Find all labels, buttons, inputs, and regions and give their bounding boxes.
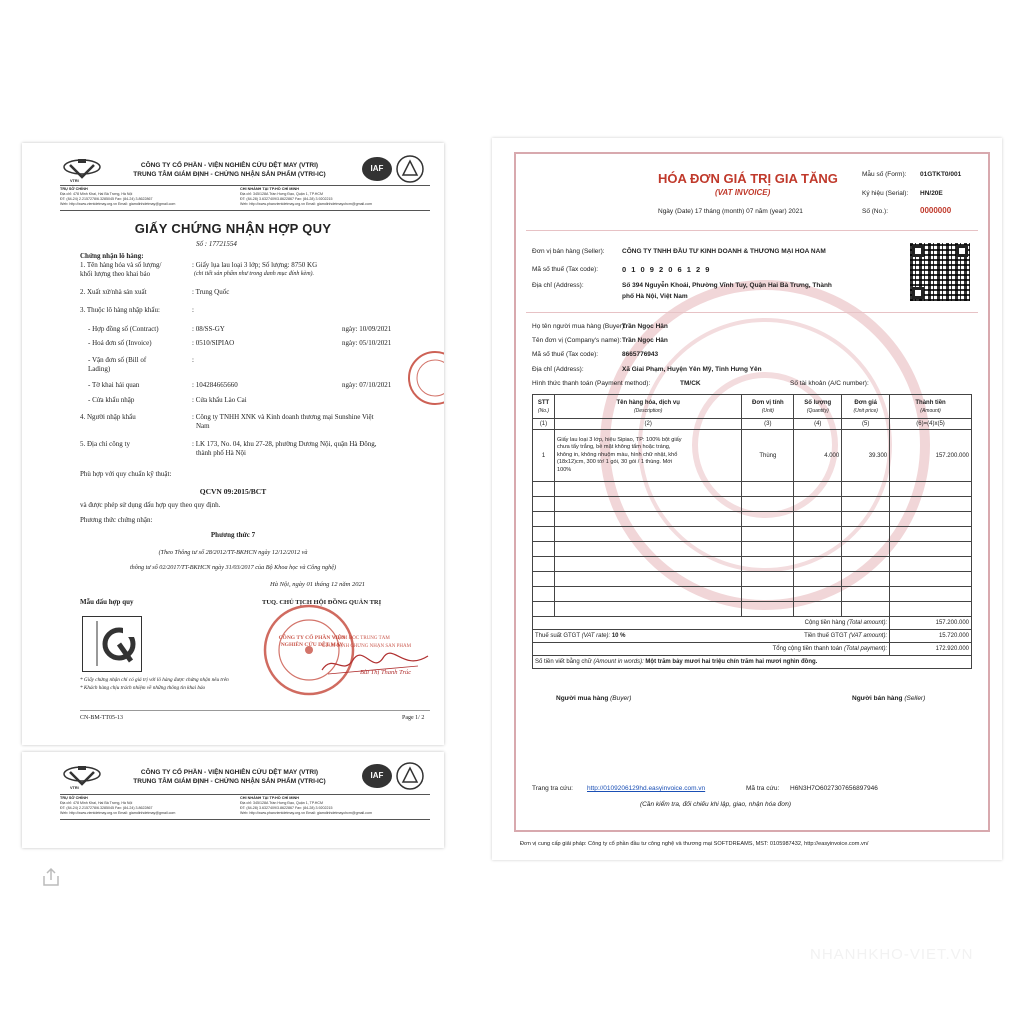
standard-code: QCVN 09:2015/BCT: [199, 487, 267, 496]
table-row: [533, 527, 972, 542]
issue-date: Hà Nội, ngày 01 tháng 12 năm 2021: [270, 581, 365, 588]
invoice-title: HÓA ĐƠN GIÁ TRỊ GIA TĂNG: [658, 171, 838, 186]
lookup-code: H6N3H7O6027307656897946: [790, 785, 878, 792]
number-value: 0000000: [920, 206, 952, 215]
site-watermark: NHANHKHO-VIET.VN: [810, 946, 974, 963]
signer-role1: GIÁM ĐỐC TRUNG TÂM: [334, 636, 390, 641]
iaf-logo-icon: IAF: [362, 764, 392, 788]
seller-signature-label: Người bán hàng (Seller): [852, 695, 926, 702]
note-1: * Giấy chứng nhận chỉ có giá trị với lô hàng được chứng nhận nêu trên: [80, 677, 229, 683]
certificate-page: VTRI CÔNG TY CỔ PHẦN - VIỆN NGHIÊN CỨU DỆT MAY (VTRI) TRUNG TÂM GIÁM ĐỊNH - CHỨNG NHẬN SẢN PHẨM (VTRI-IC) IAF TRỤ SỞ CHÍNH Địa chỉ: 478 Minh Khai, Hai Bà Trưng, Hà Nội ĐT: (84-24) 2.2157278/6.3285045 Fax: (84-24) 3.8622867 Web: http://www.vientdetmay.org.vn Email: giamdinhdetmay@gmail.com CHI NHÁNH TẠI TP.HỒ CHÍ MINH Địa chỉ: 345/128A Trần Hưng Đạo, Quận 1, TP.HCM ĐT: (84-28) 3.6327409/3.8622867 Fax: (84-28) 3.9202215 Web: http://www.phanvientdetmay.org.vn Email: giamdinhdetmaychcm@gmail.com GIẤY CHỨNG NHẬN HỢP QUY Số : 17721554 Chứng nhận lô hàng: 1. Tên hàng hóa và số lượng/ : Giấy lụa lau loại 3 lớp; Số lượng: 8750 KG khối lượng theo khai báo (chi tiết sản phẩm như trong danh mục đính kèm). 2. Xuất xứ/nhà sản xuất : Trung Quốc 3. Thuộc lô hàng nhập khẩu: : - Hợp đồng số (Contract) : 08/SS-GY ngày: 10/09/2021 - Hoá đơn số (Invoice) : 0510/SIPIAO ngày: 05/10/2021 - Vận đơn số (Bill of : Lading) - Tờ khai hải quan : 104284665660 ngày: 07/10/2021 - Cửa khẩu nhập : Cửa khẩu Lào Cai 4. Người nhập khẩu : Công ty TNHH XNK và Kinh doanh thương mại Sunshine Việt Nam 5. Địa chỉ công ty : LK 173, No. 04, khu 27-28, phường Dương Nội, quận Hà Đông, thành phố Hà Nội Phù hợp với quy chuẩn kỹ thuật: QCVN 09:2015/BCT và được phép sử dụng dấu hợp quy theo quy định. Phương thức chứng nhận: Phương thức 7 (Theo Thông tư số 28/2012/TT-BKHCN ngày 12/12/2012 và thông tư số 02/2017/TT-BKHCN ngày 31/03/2017 của Bộ Khoa học và Công nghệ) Hà Nội, ngày 01 tháng 12 năm 2021 Mẫu dấu hợp quy TUQ. CHỦ TỊCH HỘI ĐỒNG QUẢN TRỊ CÔNG TY CỔ PHẦN VIỆN NGHIÊN CỨU DỆT MAY GIÁM ĐỐC TRUNG TÂM GIÁM ĐỊNH CHỨNG NHẬN SẢN PHẨM Bùi Thị Thanh Trúc * Giấy chứng nhận chỉ có giá trị với lô hàng được chứng nhận nêu trên * Khách hàng chịu trách nhiệm về những thông tin khai báo CN-BM-TT05-13 Page 1/ 2: [22, 143, 444, 745]
lookup-link[interactable]: http://0109206129hd.easyinvoice.com.vn: [587, 785, 706, 792]
table-index-row: (1) (2) (3) (4) (5) (6)=(4)x(5): [533, 419, 972, 430]
mark-label: Mẫu dấu hợp quy: [80, 598, 134, 606]
certificate-title: GIẤY CHỨNG NHẬN HỢP QUY: [134, 221, 332, 236]
invoice-subtitle: (VAT INVOICE): [715, 188, 771, 197]
amount-words-row: Số tiền viết bằng chữ (Amount in words): Một trăm bảy mươi hai triệu chín trăm hai mươi nghìn đồng.: [533, 656, 972, 669]
signer-role2: GIÁM ĐỊNH CHỨNG NHẬN SẢN PHẨM: [322, 644, 412, 649]
note-2: * Khách hàng chịu trách nhiệm về những thông tin khai báo: [80, 685, 206, 691]
accreditation-logo-icon: [395, 154, 425, 184]
logo-label: VTRI: [70, 786, 79, 790]
buyer-signature-label: Người mua hàng (Buyer): [556, 695, 632, 702]
table-row: [533, 482, 972, 497]
invoice-date: Ngày (Date) 17 tháng (month) 07 năm (year) 2021: [658, 208, 803, 215]
share-icon[interactable]: [40, 866, 62, 888]
section-heading: Chứng nhận lô hàng:: [80, 252, 144, 260]
vtri-logo-icon: [62, 155, 102, 185]
certificate-number: Số : 17721554: [196, 240, 237, 248]
lookup-code-label: Mã tra cứu:: [746, 785, 780, 792]
circular-line1: (Theo Thông tư số 28/2012/TT-BKHCN ngày 12/12/2012 và: [158, 549, 308, 556]
table-row: [533, 512, 972, 527]
payment-total-row: Tổng cộng tiền thanh toán (Total payment): 172.920.000: [533, 643, 972, 656]
table-row: [533, 572, 972, 587]
iaf-logo-icon: IAF: [362, 157, 392, 181]
check-note: (Cần kiểm tra, đối chiếu khi lập, giao, nhận hóa đơn): [640, 801, 791, 808]
stamp-text: CÔNG TY CỔ PHẦN VIỆN NGHIÊN CỨU DỆT MAY: [278, 635, 346, 648]
red-seal-stamp-icon: [405, 348, 444, 408]
method-name: Phương thức 7: [210, 531, 256, 539]
vat-row: Thuế suất GTGT (VAT rate): 10 % Tiền thuế GTGT (VAT amount): 15.720.000: [533, 630, 972, 643]
page-number: Page 1/ 2: [402, 715, 425, 721]
table-row: [533, 602, 972, 617]
table-row: [533, 497, 972, 512]
invoice-items-table: [532, 394, 972, 669]
table-row: 1 Giấy lau loại 3 lớp, hiệu Sipiao, TP: 100% bột giấy chưa tẩy trắng, bề mặt không tẩm hoặc tráng, không in, không nhuộm màu, hình chữ nhật, khổ (18x12)cm, 300 tờ/ 1 gói, 30 gói / 1 thùng. Mới 100% Thùng 4.000 39.300 157.200.000: [533, 430, 972, 482]
org-name: CÔNG TY CỔ PHẦN - VIỆN NGHIÊN CỨU DỆT MAY (VTRI) TRUNG TÂM GIÁM ĐỊNH - CHỨNG NHẬN SẢN PHẨM (VTRI-IC): [133, 769, 326, 785]
form-value: 01GTKT0/001: [920, 171, 962, 178]
branch-info: CHI NHÁNH TẠI TP.HỒ CHÍ MINH Địa chỉ: 345/128A Trần Hưng Đạo, Quận 1, TP.HCM ĐT: (84-28) 3.6327409/3.8622867 Fax: (84-28) 3.9202215 Web: http://www.phanvientdetmay.org.vn Email: giamdinhdetmaychcm@gmail.com: [240, 796, 372, 815]
table-header-row: STT (No.) Tên hàng hóa, dịch vụ (Description) Đơn vị tính (Unit) Số lượng (Quantity) Đơn giá (Unit price) Thành tiền (Amount): [533, 395, 972, 419]
qr-code-icon[interactable]: [910, 243, 970, 301]
method-intro: Phương thức chứng nhận:: [80, 516, 153, 524]
table-row: [533, 557, 972, 572]
footer-code: CN-BM-TT05-13: [80, 715, 123, 721]
serial-value: HN/20E: [920, 190, 943, 197]
hq-info: TRỤ SỞ CHÍNH Địa chỉ: 478 Minh Khai, Hai Bà Trưng, Hà Nội ĐT: (84-24) 2.2157278/6.3285045 Fax: (84-24) 3.8622867 Web: http://www.vientdetmay.org.vn Email: giamdinhdetmay@gmail.com: [60, 187, 176, 206]
accreditation-logo-icon: [395, 761, 425, 791]
signer-title: TUQ. CHỦ TỊCH HỘI ĐỒNG QUẢN TRỊ: [262, 599, 382, 606]
number-label: Số (No.):: [862, 208, 889, 215]
table-row: [533, 542, 972, 557]
serial-label: Ký hiệu (Serial):: [862, 190, 909, 197]
conform-intro: Phù hợp với quy chuẩn kỹ thuật:: [80, 470, 172, 478]
signature-name: Bùi Thị Thanh Trúc: [360, 669, 412, 676]
hq-info: TRỤ SỞ CHÍNH Địa chỉ: 478 Minh Khai, Hai Bà Trưng, Hà Nội ĐT: (84-24) 2.2157278/6.3285045 Fax: (84-24) 3.8622867 Web: http://www.vientdetmay.org.vn Email: giamdinhdetmay@gmail.com: [60, 796, 176, 815]
vtri-logo-icon: [62, 762, 102, 792]
certificate-page-2-header: [22, 752, 444, 848]
cr-conformity-mark-icon: [82, 616, 142, 672]
org-name: CÔNG TY CỔ PHẦN - VIỆN NGHIÊN CỨU DỆT MAY (VTRI) TRUNG TÂM GIÁM ĐỊNH - CHỨNG NHẬN SẢN PHẨM (VTRI-IC): [133, 162, 326, 178]
table-row: [533, 587, 972, 602]
permit-text: và được phép sử dụng dấu hợp quy theo quy định.: [80, 501, 221, 509]
total-row: Cộng tiền hàng (Total amount): 157.200.000: [533, 617, 972, 630]
provider-note: Đơn vị cung cấp giải pháp: Công ty cổ phần đầu tư công nghệ và thương mại SOFTDREAMS, MST: 0105987432, http://easyinvoice.com.vn/: [520, 841, 869, 847]
form-label: Mẫu số (Form):: [862, 171, 907, 178]
branch-info: CHI NHÁNH TẠI TP.HỒ CHÍ MINH Địa chỉ: 345/128A Trần Hưng Đạo, Quận 1, TP.HCM ĐT: (84-28) 3.6327409/3.8622867 Fax: (84-28) 3.9202215 Web: http://www.phanvientdetmay.org.vn Email: giamdinhdetmaychcm@gmail.com: [240, 187, 372, 206]
circular-line2: thông tư số 02/2017/TT-BKHCN ngày 31/03/2017 của Bộ Khoa học và Công nghệ): [129, 564, 337, 571]
logo-label: VTRI: [70, 179, 79, 183]
lookup-label: Trang tra cứu:: [532, 785, 573, 792]
